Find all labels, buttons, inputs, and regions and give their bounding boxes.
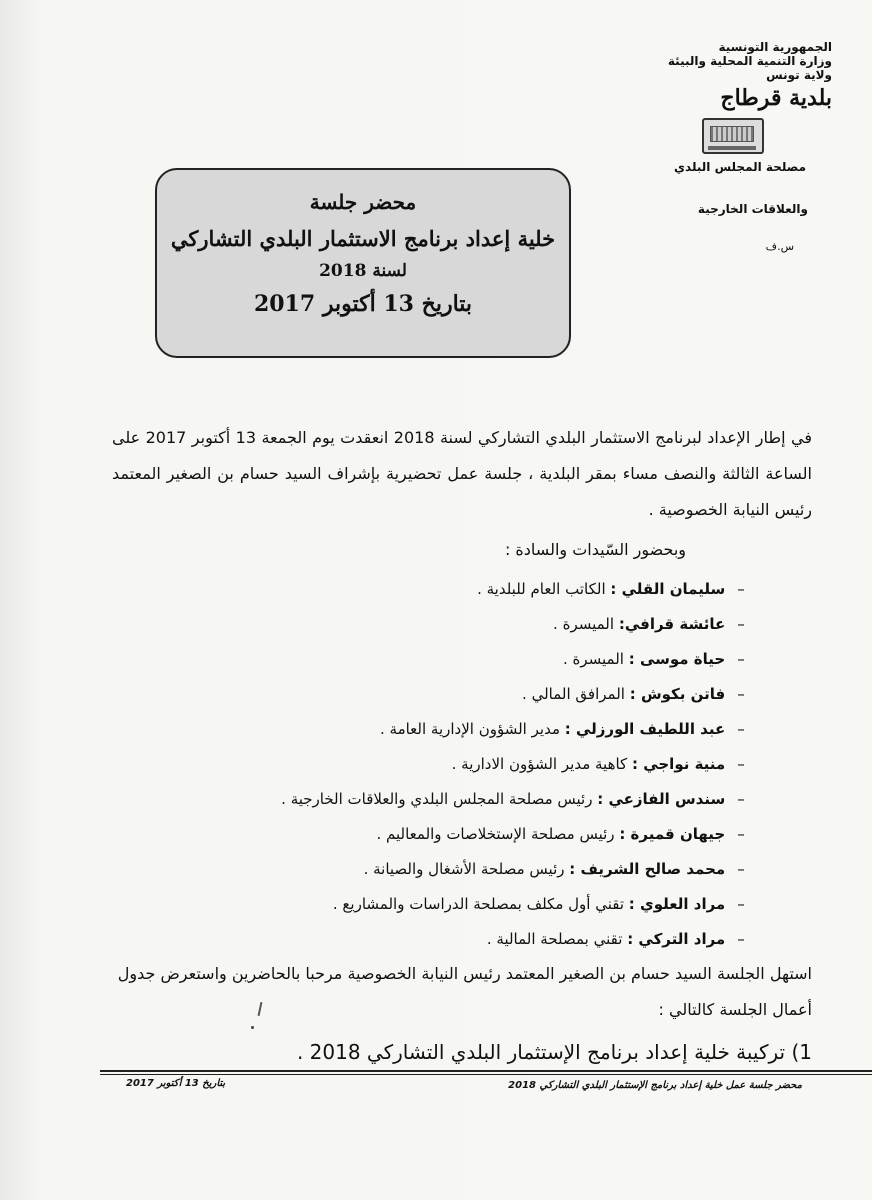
footer-title: محضر جلسة عمل خلية إعداد برنامج الإستثمار البلدي التشاركي 2018: [508, 1080, 802, 1091]
department-line2: والعلاقات الخارجية: [697, 202, 808, 216]
footer-date: بتاريخ 13 أكتوبر 2017: [126, 1078, 226, 1089]
list-item: – جيهان قميرة : رئيس مصلحة الإستخلاصات والمعاليم .: [376, 825, 745, 843]
republic-name: الجمهورية التونسية: [718, 40, 832, 54]
attendance-intro: وبحضور السّيدات والسادة :: [504, 540, 686, 559]
list-item: – سليمان القلي : الكاتب العام للبلدية .: [477, 580, 745, 598]
list-item: – منية نواجي : كاهية مدير الشؤون الادارية .: [451, 755, 745, 773]
list-item: – عبد اللطيف الورزلي : مدير الشؤون الإدارية العامة .: [380, 720, 745, 738]
ministry-name: وزارة التنمية المحلية والبيئة: [667, 54, 832, 68]
reference-code: س.ف: [765, 240, 794, 253]
list-item: – حياة موسى : الميسرة .: [562, 650, 745, 668]
pen-dot: [251, 1026, 254, 1029]
intro-paragraph: في إطار الإعداد لبرنامج الاستثمار البلدي التشاركي لسنة 2018 انعقدت يوم الجمعة 13 أكتوبر 2017 على الساعة الثالثة والنصف مساء بمقر البلدية ، جلسة عمل تحضيرية بإشراف السيد حسام بن الصغير المعتمد رئيس النيابة الخصوصية .: [112, 428, 813, 519]
year-title: لسنة 2018: [319, 261, 407, 281]
opening-paragraph: استهل الجلسة السيد حسام بن الصغير المعتمد رئيس النيابة الخصوصية مرحبا بالحاضرين واستعرض جدول أعمال الجلسة كالتالي :: [117, 964, 812, 1019]
list-item: – مراد التركي : تقني بمصلحة المالية .: [486, 930, 745, 948]
list-item: – سندس الفازعي : رئيس مصلحة المجلس البلدي والعلاقات الخارجية .: [281, 790, 745, 808]
department-line1: مصلحة المجلس البلدي: [674, 160, 806, 174]
date-title: بتاريخ 13 أكتوبر 2017: [253, 291, 473, 317]
list-item: – مراد العلوي : تقني أول مكلف بمصلحة الدراسات والمشاريع .: [332, 895, 745, 913]
cell-title: خلية إعداد برنامج الاستثمار البلدي التشاركي: [170, 226, 556, 251]
list-item: – محمد صالح الشريف : رئيس مصلحة الأشغال والصيانة .: [363, 860, 745, 878]
minutes-title: محضر جلسة: [309, 190, 417, 214]
letterhead: [572, 40, 832, 112]
attendee-list: [72, 572, 752, 957]
title-box: [155, 168, 571, 358]
footer-rule-thin: [100, 1074, 872, 1075]
list-item: – عائشة قرافي: الميسرة .: [553, 615, 745, 633]
municipality-logo-icon: [702, 118, 764, 154]
governorate-name: ولاية تونس: [766, 68, 832, 82]
municipality-name: بلدية قرطاج: [720, 85, 832, 111]
footer-rule: [100, 1070, 872, 1072]
list-item: – فاتن بكوش : المرافق المالي .: [522, 685, 745, 703]
agenda-item-1: 1) تركيبة خلية إعداد برنامج الإستثمار البلدي التشاركي 2018 .: [296, 1040, 812, 1064]
